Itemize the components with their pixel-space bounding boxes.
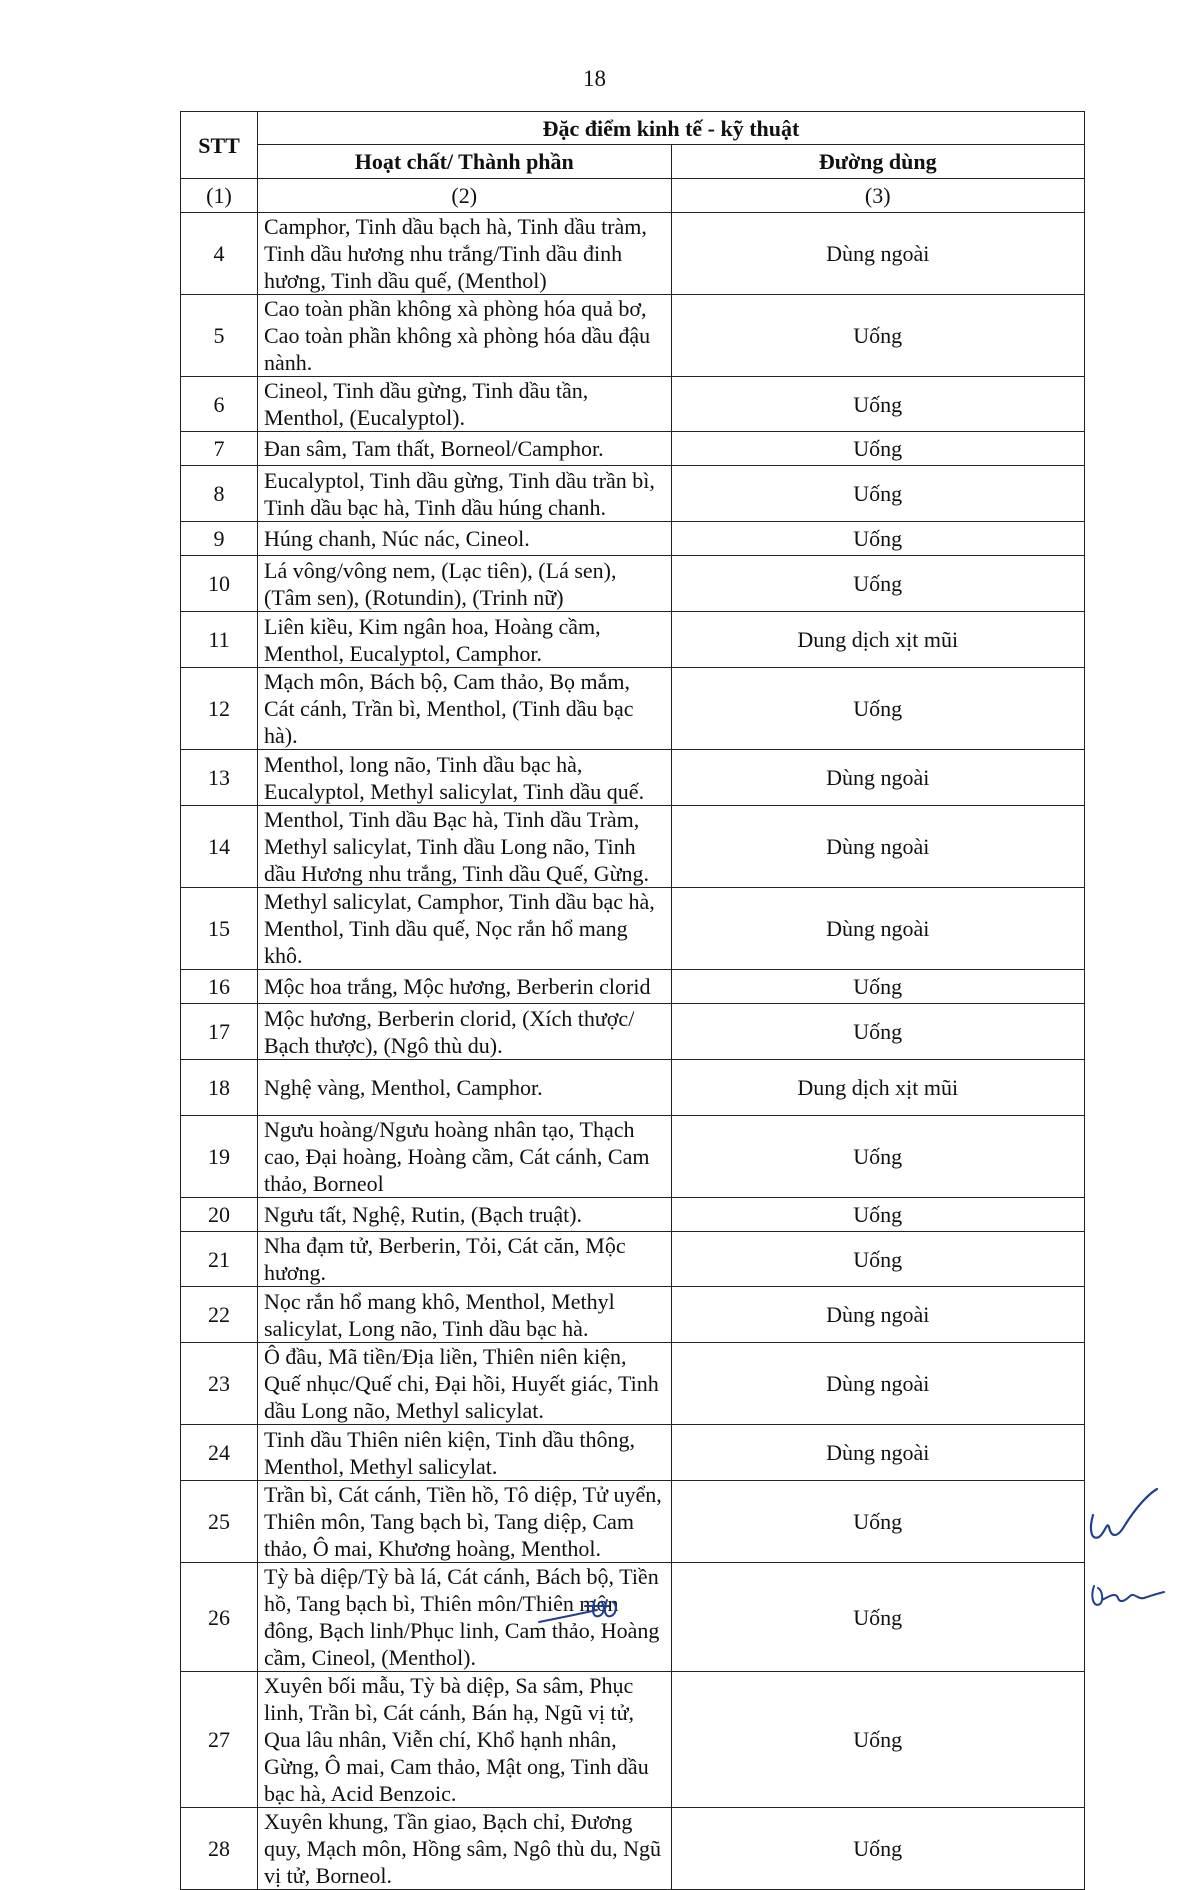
- row-stt: 22: [181, 1287, 258, 1343]
- signature-mark-bottom-right: [1088, 1578, 1168, 1618]
- row-components: Methyl salicylat, Camphor, Tinh dầu bạc hà, Menthol, Tinh dầu quế, Nọc rắn hổ mang khô.: [258, 888, 672, 970]
- table-row: [181, 1004, 1085, 1060]
- row-stt: 10: [181, 556, 258, 612]
- row-stt: 18: [181, 1060, 258, 1116]
- table-row: [181, 1198, 1085, 1232]
- row-stt: 16: [181, 970, 258, 1004]
- table-row: [181, 1425, 1085, 1481]
- row-components: Eucalyptol, Tinh dầu gừng, Tinh dầu trần bì, Tinh dầu bạc hà, Tinh dầu húng chanh.: [258, 466, 672, 522]
- row-stt: 12: [181, 668, 258, 750]
- table-row: [181, 377, 1085, 432]
- row-route: Uống: [671, 1116, 1085, 1198]
- row-components: Trần bì, Cát cánh, Tiền hồ, Tô diệp, Tử uyển, Thiên môn, Tang bạch bì, Tang diệp, Cam thảo, Ô mai, Khương hoàng, Menthol.: [258, 1481, 672, 1563]
- row-stt: 8: [181, 466, 258, 522]
- row-route: Uống: [671, 1672, 1085, 1808]
- table-row: [181, 1060, 1085, 1116]
- table-row: [181, 806, 1085, 888]
- table-row: [181, 1563, 1085, 1672]
- row-stt: 11: [181, 612, 258, 668]
- row-route: Uống: [671, 1808, 1085, 1890]
- row-route: Dùng ngoài: [671, 1287, 1085, 1343]
- table-row: [181, 668, 1085, 750]
- row-stt: 5: [181, 295, 258, 377]
- row-components: Menthol, long não, Tinh dầu bạc hà, Eucalyptol, Methyl salicylat, Tinh dầu quế.: [258, 750, 672, 806]
- header-group: Đặc điểm kinh tế - kỹ thuật: [258, 112, 1085, 145]
- row-route: Uống: [671, 556, 1085, 612]
- table-row: [181, 295, 1085, 377]
- row-route: Uống: [671, 377, 1085, 432]
- table-row: [181, 750, 1085, 806]
- ingredients-table: [180, 111, 1085, 1890]
- row-route: Uống: [671, 1004, 1085, 1060]
- table-row: [181, 556, 1085, 612]
- row-route: Uống: [671, 970, 1085, 1004]
- row-stt: 6: [181, 377, 258, 432]
- table-row: [181, 466, 1085, 522]
- row-stt: 14: [181, 806, 258, 888]
- row-components: Nọc rắn hổ mang khô, Menthol, Methyl salicylat, Long não, Tinh dầu bạc hà.: [258, 1287, 672, 1343]
- row-components: Tỳ bà diệp/Tỳ bà lá, Cát cánh, Bách bộ, Tiền hồ, Tang bạch bì, Thiên môn/Thiên môn đông, Bạch linh/Phục linh, Cam thảo, Hoàng cầm, Cineol, (Menthol).: [258, 1563, 672, 1672]
- row-stt: 7: [181, 432, 258, 466]
- index-cell: (1): [181, 179, 258, 213]
- row-route: Dùng ngoài: [671, 750, 1085, 806]
- page-number: 18: [583, 66, 606, 91]
- row-route: Dùng ngoài: [671, 1343, 1085, 1425]
- row-stt: 20: [181, 1198, 258, 1232]
- row-route: Uống: [671, 1198, 1085, 1232]
- table-row: [181, 1116, 1085, 1198]
- row-stt: 23: [181, 1343, 258, 1425]
- row-stt: 25: [181, 1481, 258, 1563]
- table-row: [181, 1481, 1085, 1563]
- row-route: Uống: [671, 432, 1085, 466]
- table-row: [181, 1808, 1085, 1890]
- row-stt: 24: [181, 1425, 258, 1481]
- row-stt: 26: [181, 1563, 258, 1672]
- table-row: [181, 1672, 1085, 1808]
- header-components: Hoạt chất/ Thành phần: [258, 145, 672, 179]
- table-row: [181, 970, 1085, 1004]
- row-components: Ngưu hoàng/Ngưu hoàng nhân tạo, Thạch cao, Đại hoàng, Hoàng cầm, Cát cánh, Cam thảo, Borneol: [258, 1116, 672, 1198]
- index-cell: (3): [671, 179, 1085, 213]
- row-components: Cao toàn phần không xà phòng hóa quả bơ, Cao toàn phần không xà phòng hóa dầu đậu nành.: [258, 295, 672, 377]
- table-row: [181, 432, 1085, 466]
- row-route: Dùng ngoài: [671, 213, 1085, 295]
- row-components: Tinh dầu Thiên niên kiện, Tinh dầu thông, Menthol, Methyl salicylat.: [258, 1425, 672, 1481]
- row-stt: 4: [181, 213, 258, 295]
- row-components: Xuyên bối mẫu, Tỳ bà diệp, Sa sâm, Phục linh, Trần bì, Cát cánh, Bán hạ, Ngũ vị tử, Qua lâu nhân, Viễn chí, Khổ hạnh nhân, Gừng, Ô mai, Cam thảo, Mật ong, Tinh dầu bạc hà, Acid Benzoic.: [258, 1672, 672, 1808]
- row-components: Nha đạm tử, Berberin, Tỏi, Cát căn, Mộc hương.: [258, 1232, 672, 1287]
- table-row: [181, 888, 1085, 970]
- row-components: Nghệ vàng, Menthol, Camphor.: [258, 1060, 672, 1116]
- signature-mark-bottom-center: [535, 1592, 625, 1632]
- row-route: Dung dịch xịt mũi: [671, 1060, 1085, 1116]
- row-components: Cineol, Tinh dầu gừng, Tinh dầu tần, Menthol, (Eucalyptol).: [258, 377, 672, 432]
- row-components: Xuyên khung, Tần giao, Bạch chỉ, Đương quy, Mạch môn, Hồng sâm, Ngô thù du, Ngũ vị tử, Borneol.: [258, 1808, 672, 1890]
- row-stt: 21: [181, 1232, 258, 1287]
- row-route: Uống: [671, 1563, 1085, 1672]
- row-stt: 19: [181, 1116, 258, 1198]
- table-row: [181, 213, 1085, 295]
- row-stt: 28: [181, 1808, 258, 1890]
- row-stt: 13: [181, 750, 258, 806]
- row-stt: 27: [181, 1672, 258, 1808]
- table-row: [181, 522, 1085, 556]
- row-route: Dùng ngoài: [671, 1425, 1085, 1481]
- signature-mark-right: [1085, 1485, 1165, 1560]
- row-route: Uống: [671, 466, 1085, 522]
- table-row: [181, 612, 1085, 668]
- table-row: [181, 1232, 1085, 1287]
- row-components: Đan sâm, Tam thất, Borneol/Camphor.: [258, 432, 672, 466]
- row-stt: 9: [181, 522, 258, 556]
- row-components: Mộc hoa trắng, Mộc hương, Berberin clorid: [258, 970, 672, 1004]
- row-route: Uống: [671, 1481, 1085, 1563]
- table-row: [181, 1287, 1085, 1343]
- row-components: Menthol, Tinh dầu Bạc hà, Tinh dầu Tràm, Methyl salicylat, Tinh dầu Long não, Tinh dầu Hương nhu trắng, Tinh dầu Quế, Gừng.: [258, 806, 672, 888]
- row-route: Uống: [671, 522, 1085, 556]
- row-stt: 15: [181, 888, 258, 970]
- index-row: [181, 179, 1085, 213]
- row-components: Mộc hương, Berberin clorid, (Xích thược/ Bạch thược), (Ngô thù du).: [258, 1004, 672, 1060]
- row-stt: 17: [181, 1004, 258, 1060]
- row-route: Dung dịch xịt mũi: [671, 612, 1085, 668]
- header-stt: STT: [181, 112, 258, 179]
- row-route: Uống: [671, 295, 1085, 377]
- row-components: Camphor, Tinh dầu bạch hà, Tinh dầu tràm, Tinh dầu hương nhu trắng/Tinh dầu đinh hương, Tinh dầu quế, (Menthol): [258, 213, 672, 295]
- row-components: Ô đầu, Mã tiền/Địa liền, Thiên niên kiện, Quế nhục/Quế chi, Đại hồi, Huyết giác, Tinh dầu Long não, Methyl salicylat.: [258, 1343, 672, 1425]
- row-components: Liên kiều, Kim ngân hoa, Hoàng cầm, Menthol, Eucalyptol, Camphor.: [258, 612, 672, 668]
- table-row: [181, 1343, 1085, 1425]
- row-route: Dùng ngoài: [671, 888, 1085, 970]
- header-route: Đường dùng: [671, 145, 1085, 179]
- index-cell: (2): [258, 179, 672, 213]
- row-route: Uống: [671, 668, 1085, 750]
- row-components: Húng chanh, Núc nác, Cineol.: [258, 522, 672, 556]
- row-components: Mạch môn, Bách bộ, Cam thảo, Bọ mắm, Cát cánh, Trần bì, Menthol, (Tinh dầu bạc hà).: [258, 668, 672, 750]
- row-route: Dùng ngoài: [671, 806, 1085, 888]
- row-route: Uống: [671, 1232, 1085, 1287]
- row-components: Lá vông/vông nem, (Lạc tiên), (Lá sen), (Tâm sen), (Rotundin), (Trinh nữ): [258, 556, 672, 612]
- row-components: Ngưu tất, Nghệ, Rutin, (Bạch truật).: [258, 1198, 672, 1232]
